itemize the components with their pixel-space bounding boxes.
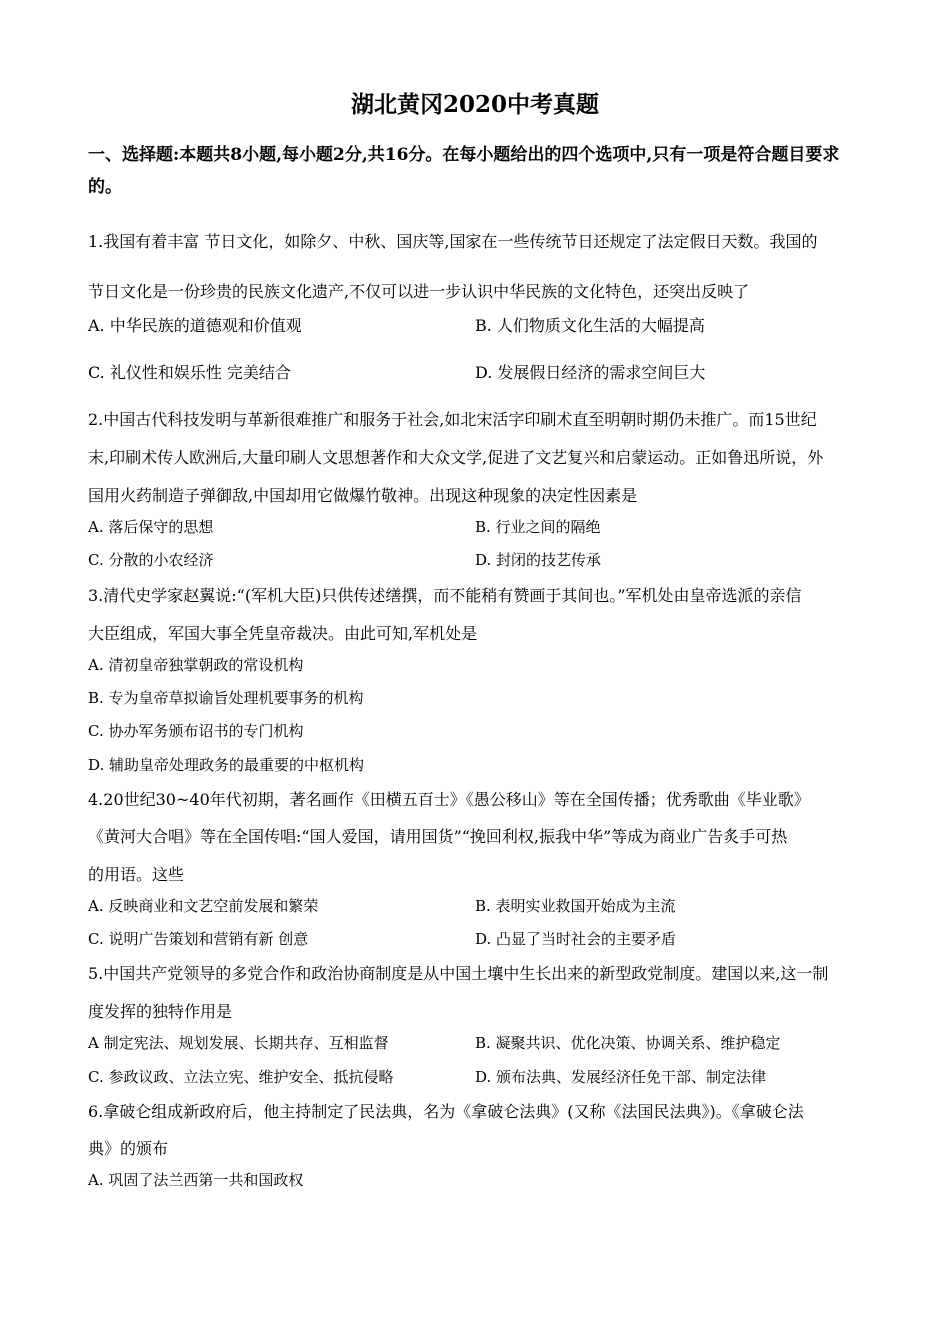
question-3-option-d: D. 辅助皇帝处理政务的最重要的中枢机构 <box>88 756 365 774</box>
question-1-line-1: 1.我国有着丰富 节日文化，如除夕、中秋、国庆等,国家在一些传统节日还规定了法定假日天数。我国的 <box>88 232 818 251</box>
section-header: 一、选择题:本题共8小题,每小题2分,共16分。在每小题给出的四个选项中,只有一项是符合题目要求的。 <box>88 145 840 197</box>
question-6-line-1: 6.拿破仑组成新政府后，他主持制定了民法典，名为《拿破仑法典》(又称《法国民法典》)。《拿破仑法 <box>88 1102 804 1121</box>
question-6-line-2: 典》的颁布 <box>88 1139 169 1158</box>
question-5-line-2: 度发挥的独特作用是 <box>88 1002 233 1021</box>
question-2-line-3: 国用火药制造子弹御敌,中国却用它做爆竹敬神。出现这种现象的决定性因素是 <box>88 486 638 505</box>
question-4-option-a: A. 反映商业和文艺空前发展和繁荣 <box>88 897 319 915</box>
question-3-line-1: 3.清代史学家赵翼说:“(军机大臣)只供传述缮撰，而不能稍有赞画于其间也。”军机处由皇帝选派的亲信 <box>88 586 802 605</box>
question-5-option-b: B. 凝聚共识、优化决策、协调关系、维护稳定 <box>475 1034 781 1052</box>
question-2-option-c: C. 分散的小农经济 <box>88 551 214 569</box>
question-4-option-c: C. 说明广告策划和营销有新 创意 <box>88 930 309 948</box>
question-3-line-2: 大臣组成，军国大事全凭皇帝裁决。由此可知,军机处是 <box>88 624 478 643</box>
question-1-option-d: D. 发展假日经济的需求空间巨大 <box>475 363 706 382</box>
question-2-option-a: A. 落后保守的思想 <box>88 518 214 536</box>
question-2-line-1: 2.中国古代科技发明与革新很难推广和服务于社会,如北宋活字印刷术直至明朝时期仍未推广。而15世纪 <box>88 410 817 429</box>
question-4-option-b: B. 表明实业救国开始成为主流 <box>475 897 676 915</box>
question-2-option-d: D. 封闭的技艺传承 <box>475 551 602 569</box>
page-title: 湖北黄冈2020中考真题 <box>350 91 599 118</box>
question-2-line-2: 末,印刷术传人欧洲后,大量印刷人文思想著作和大众文学,促进了文艺复兴和启蒙运动。正如鲁迅所说，外 <box>88 448 824 467</box>
question-4-line-2: 《黄河大合唱》等在全国传唱:“国人爱国，请用国货”“挽回利权,振我中华”等成为商业广告炙手可热 <box>88 827 788 846</box>
question-1-option-a: A. 中华民族的道德观和价值观 <box>88 316 302 335</box>
question-5-option-c: C. 参政议政、立法立宪、维护安全、抵抗侵略 <box>88 1068 394 1086</box>
question-4-option-d: D. 凸显了当时社会的主要矛盾 <box>475 930 677 948</box>
question-2-option-b: B. 行业之间的隔绝 <box>475 518 601 536</box>
question-3-option-b: B. 专为皇帝草拟谕旨处理机要事务的机构 <box>88 689 364 707</box>
question-3-option-a: A. 清初皇帝独掌朝政的常设机构 <box>88 656 304 674</box>
question-5-option-d: D. 颁布法典、发展经济任免干部、制定法律 <box>475 1068 767 1086</box>
question-1-option-b: B. 人们物质文化生活的大幅提高 <box>475 316 705 335</box>
question-5-line-1: 5.中国共产党领导的多党合作和政治协商制度是从中国土壤中生长出来的新型政党制度。建国以来,这一制 <box>88 964 829 983</box>
question-5-option-a: A 制定宪法、规划发展、长期共存、互相监督 <box>88 1034 389 1052</box>
question-3-option-c: C. 协办军务颁布诏书的专门机构 <box>88 722 304 740</box>
question-4-line-1: 4.20世纪30~40年代初期，著名画作《田横五百士》《愚公移山》等在全国传播；优秀歌曲《毕业歌》 <box>88 790 810 809</box>
question-1-line-2: 节日文化是一份珍贵的民族文化遗产,不仅可以进一步认识中华民族的文化特色，还突出反映了 <box>88 282 750 301</box>
question-4-line-3: 的用语。这些 <box>88 865 185 884</box>
question-6-option-a: A. 巩固了法兰西第一共和国政权 <box>88 1171 304 1189</box>
question-1-option-c: C. 礼仪性和娱乐性 完美结合 <box>88 363 291 382</box>
